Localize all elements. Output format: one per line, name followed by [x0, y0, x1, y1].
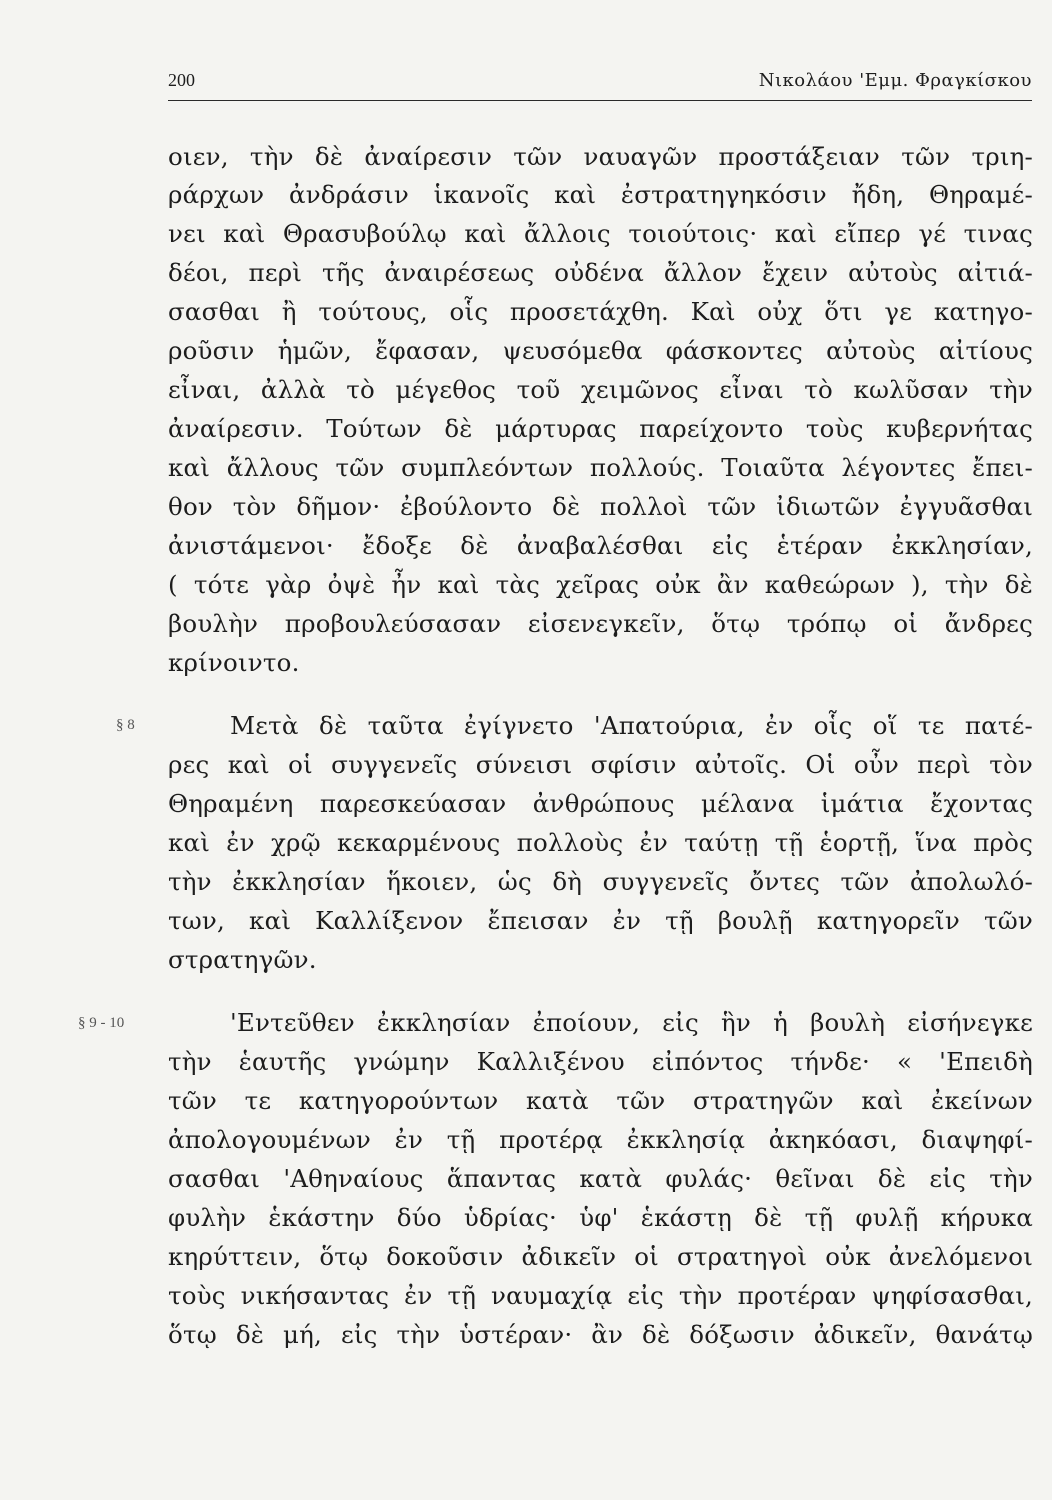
text-line: ράρχων ἀνδράσιν ἱκανοῖς καὶ ἐστρατηγηκόσιν ἤδη, Θηραμέ-	[168, 180, 1033, 209]
text-line: νει καὶ Θρασυβούλῳ καὶ ἄλλοις τοιούτοις· καὶ εἴπερ γέ τινας	[168, 219, 1033, 248]
text-line: Μετὰ δὲ ταῦτα ἐγίγνετο 'Απατούρια, ἐν οἷς οἵ τε πατέ-	[230, 711, 1033, 740]
text-line: ὅτῳ δὲ μή, εἰς τὴν ὑστέραν· ἂν δὲ δόξωσιν ἀδικεῖν, θανάτῳ	[168, 1320, 1033, 1349]
text-line: ἀπολογουμένων ἐν τῇ προτέρᾳ ἐκκλησίᾳ ἀκηκόασι, διαψηφί-	[168, 1125, 1033, 1154]
text-line: τὴν ἐκκλησίαν ἥκοιεν, ὡς δὴ συγγενεῖς ὄντες τῶν ἀπολωλό-	[168, 867, 1033, 896]
section-note-8: § 8	[116, 717, 135, 733]
text-line: κηρύττειν, ὅτῳ δοκοῦσιν ἀδικεῖν οἱ στρατηγοὶ οὐκ ἀνελόμενοι	[168, 1242, 1033, 1271]
text-line: βουλὴν προβουλεύσασαν εἰσενεγκεῖν, ὅτῳ τρόπῳ οἱ ἄνδρες	[168, 609, 1033, 638]
text-line: τοὺς νικήσαντας ἐν τῇ ναυμαχίᾳ εἰς τὴν προτέραν ψηφίσασθαι,	[168, 1281, 1033, 1310]
text-line: εἶναι, ἀλλὰ τὸ μέγεθος τοῦ χειμῶνος εἶναι τὸ κωλῦσαν τὴν	[168, 375, 1033, 404]
text-line: ἀνιστάμενοι· ἔδοξε δὲ ἀναβαλέσθαι εἰς ἑτέραν ἐκκλησίαν,	[168, 531, 1033, 560]
text-line: δέοι, περὶ τῆς ἀναιρέσεως οὐδένα ἄλλον ἔχειν αὐτοὺς αἰτιά-	[168, 258, 1033, 287]
text-line: οιεν, τὴν δὲ ἀναίρεσιν τῶν ναυαγῶν προστάξειαν τῶν τριη-	[168, 142, 1033, 171]
text-line: τῶν τε κατηγορούντων κατὰ τῶν στρατηγῶν καὶ ἐκείνων	[168, 1086, 1033, 1115]
text-line: καὶ ἄλλους τῶν συμπλεόντων πολλούς. Τοιαῦτα λέγοντες ἔπει-	[168, 453, 1033, 482]
text-line: θον τὸν δῆμον· ἐβούλοντο δὲ πολλοὶ τῶν ἰδιωτῶν ἐγγυᾶσθαι	[168, 492, 1033, 521]
text-line: των, καὶ Καλλίξενον ἔπεισαν ἐν τῇ βουλῇ κατηγορεῖν τῶν	[168, 906, 1033, 935]
text-line: 'Εντεῦθεν ἐκκλησίαν ἐποίουν, εἰς ἣν ἡ βουλὴ εἰσήνεγκε	[230, 1008, 1033, 1037]
text-line: τὴν ἑαυτῆς γνώμην Καλλιξένου εἰπόντος τήνδε· « 'Επειδὴ	[168, 1047, 1033, 1076]
text-line: ροῦσιν ἡμῶν, ἔφασαν, ψευσόμεθα φάσκοντες αὐτοὺς αἰτίους	[168, 336, 1033, 365]
text-line: σασθαι 'Αθηναίους ἅπαντας κατὰ φυλάς· θεῖναι δὲ εἰς τὴν	[168, 1164, 1033, 1193]
text-line: καὶ ἐν χρῷ κεκαρμένους πολλοὺς ἐν ταύτῃ τῇ ἑορτῇ, ἵνα πρὸς	[168, 828, 1033, 857]
text-line: ρες καὶ οἱ συγγενεῖς σύνεισι σφίσιν αὐτοῖς. Οἱ οὖν περὶ τὸν	[168, 750, 1033, 779]
text-line: ἀναίρεσιν. Τούτων δὲ μάρτυρας παρείχοντο τοὺς κυβερνήτας	[168, 414, 1033, 443]
text-line: Θηραμένη παρεσκεύασαν ἀνθρώπους μέλανα ἱμάτια ἔχοντας	[168, 789, 1033, 818]
text-line: κρίνοιντο.	[168, 648, 300, 677]
text-line: σασθαι ἢ τούτους, οἷς προσετάχθη. Καὶ οὐχ ὅτι γε κατηγο-	[168, 297, 1033, 326]
running-head: Νικολάου 'Εμμ. Φραγκίσκου	[758, 70, 1032, 91]
page-number: 200	[168, 70, 195, 90]
text-line: στρατηγῶν.	[168, 945, 317, 974]
text-line: φυλὴν ἑκάστην δύο ὑδρίας· ὑφ' ἑκάστῃ δὲ τῇ φυλῇ κήρυκα	[168, 1203, 1033, 1232]
page-header	[168, 66, 1032, 101]
section-note-9-10: § 9 - 10	[78, 1015, 125, 1031]
text-line: ( τότε γὰρ ὀψὲ ἦν καὶ τὰς χεῖρας οὐκ ἂν καθεώρων ), τὴν δὲ	[168, 570, 1033, 599]
